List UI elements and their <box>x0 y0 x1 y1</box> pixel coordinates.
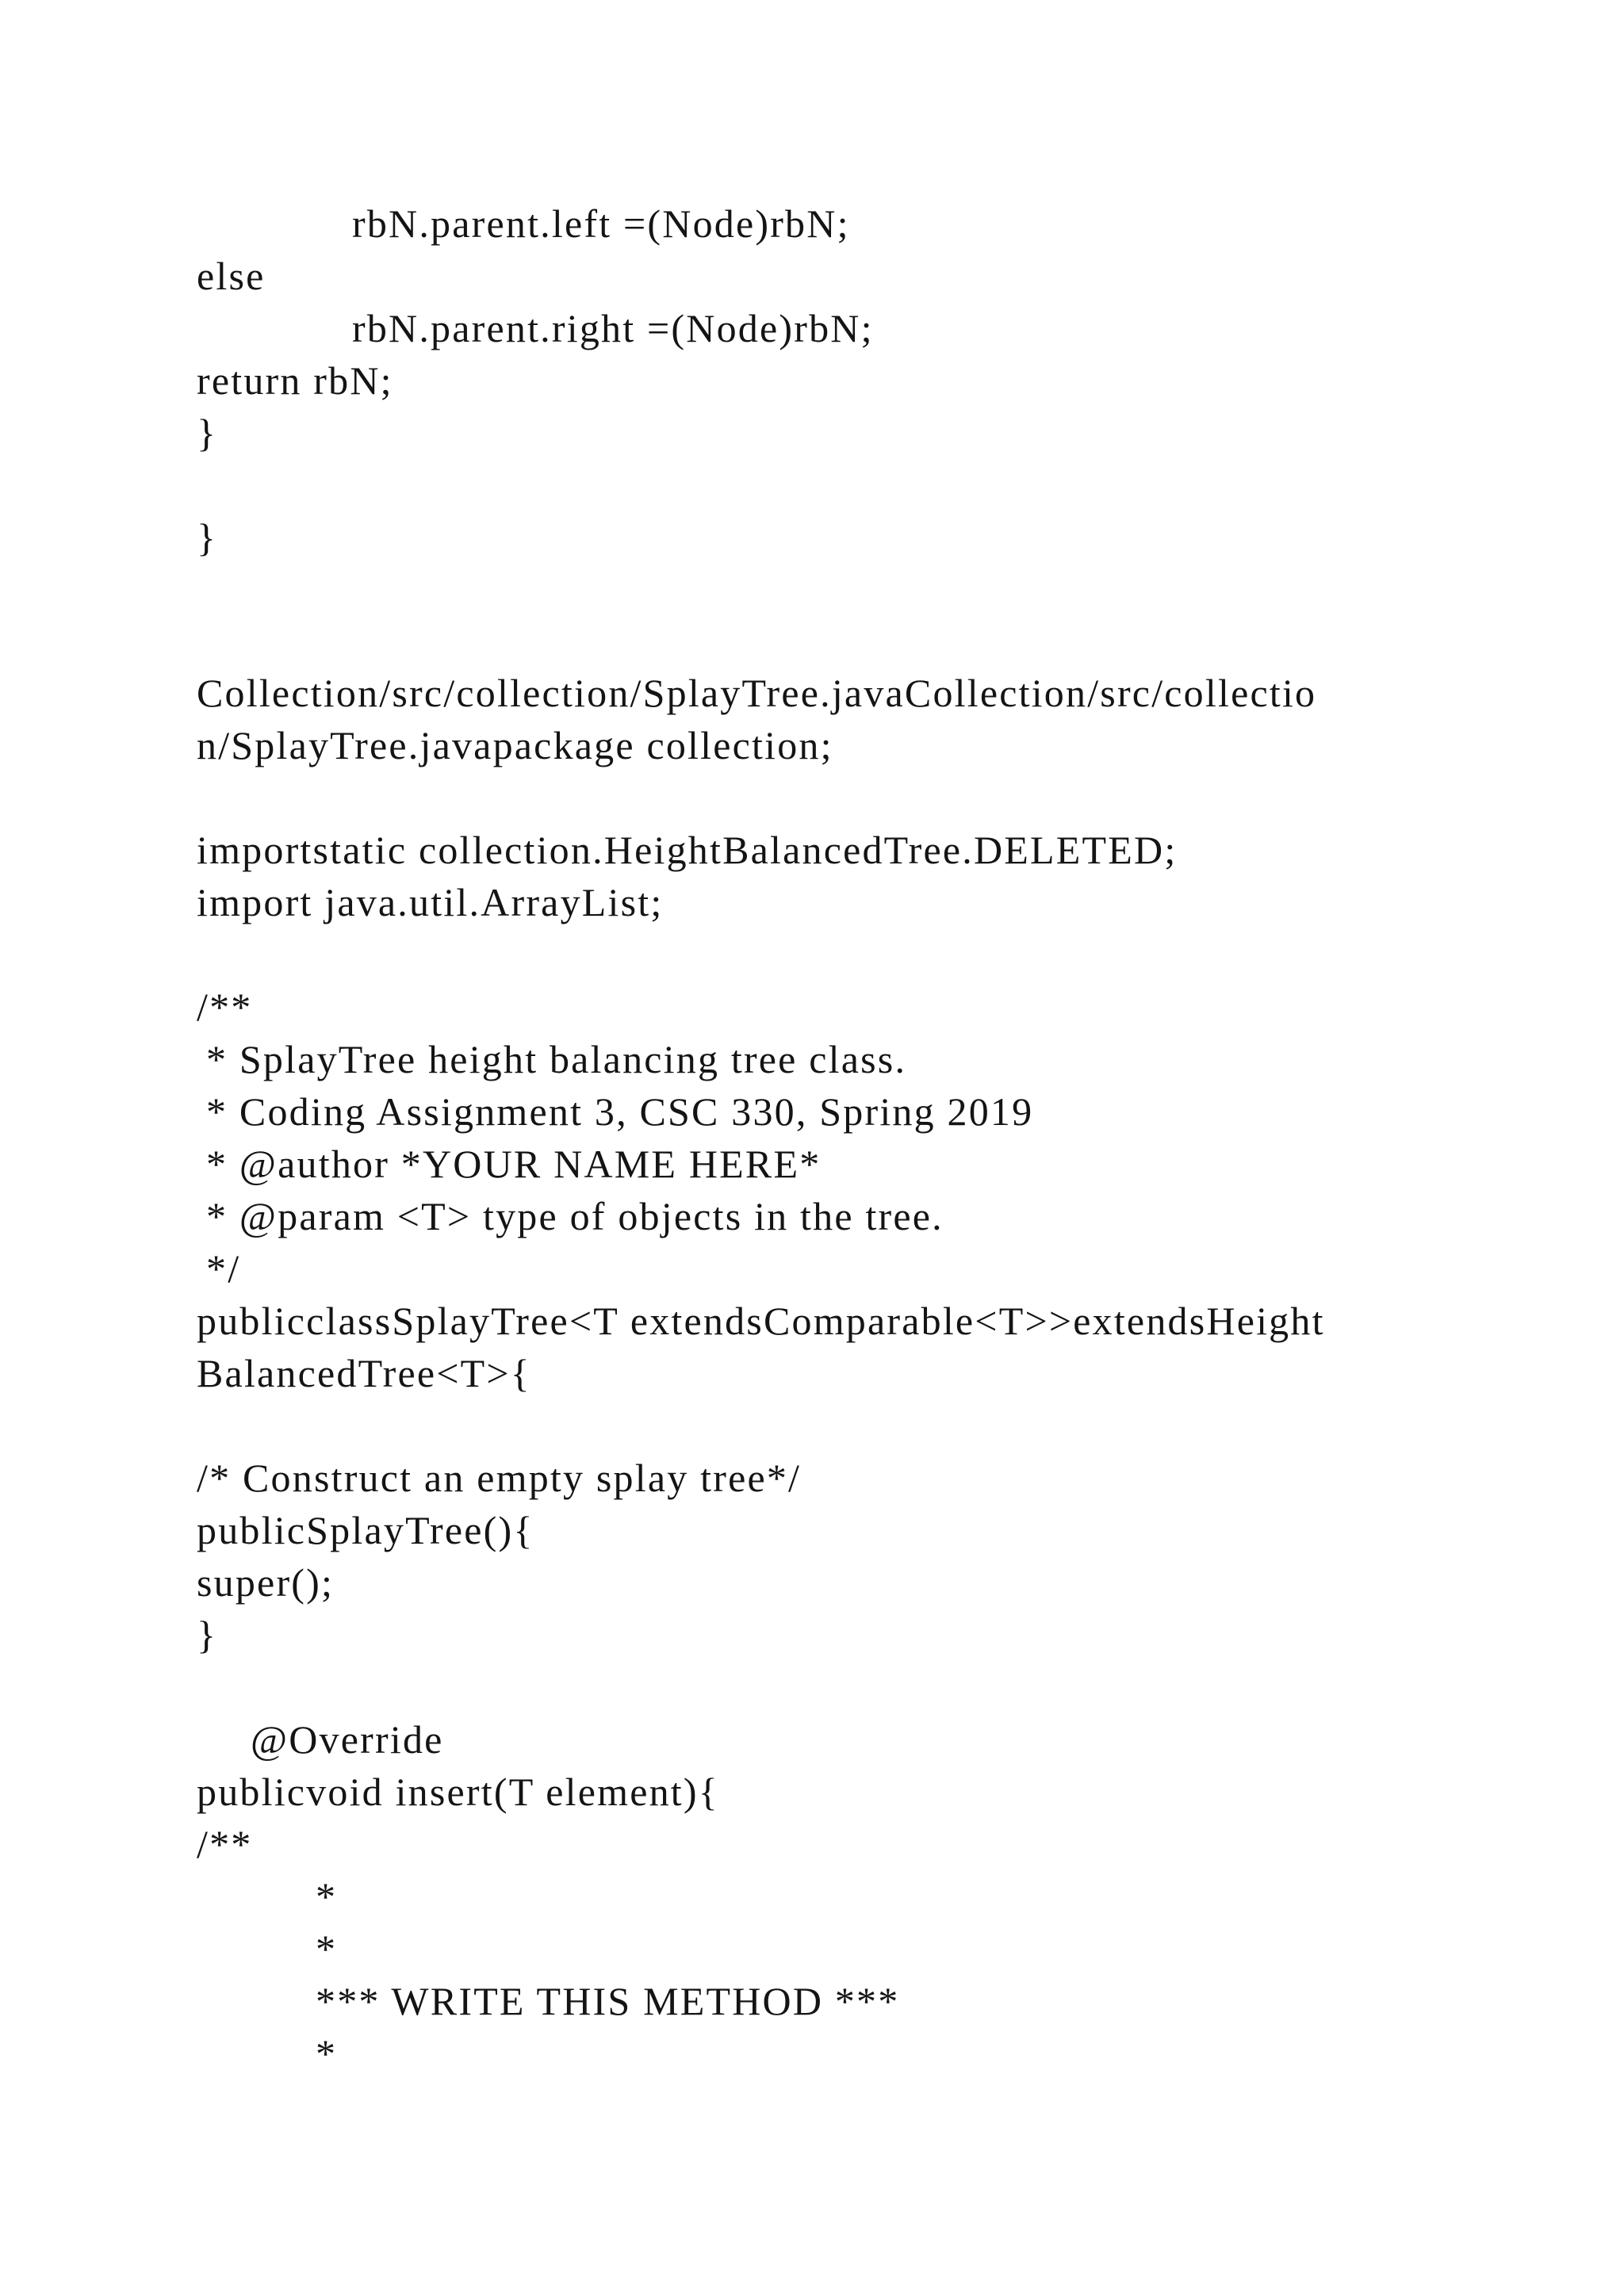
comment-line: *** WRITE THIS METHOD *** <box>316 1979 900 2023</box>
comment-line: * <box>316 1874 338 1919</box>
file-path-line: Collection/src/collection/SplayTree.javaCollection/src/collectio <box>197 671 1317 715</box>
code-line: import java.util.ArrayList; <box>197 880 664 924</box>
comment-line: */ <box>206 1246 241 1291</box>
code-line: super(); <box>197 1560 335 1605</box>
code-line: publicclassSplayTree<T extendsComparable<T>>extendsHeight <box>197 1299 1325 1343</box>
code-line: rbN.parent.left =(Node)rbN; <box>352 201 850 246</box>
comment-line: * <box>316 2031 338 2076</box>
annotation-line: @Override <box>251 1717 444 1762</box>
comment-line: /** <box>197 985 253 1029</box>
code-line: } <box>197 1613 218 1657</box>
code-line: publicSplayTree(){ <box>197 1508 534 1552</box>
comment-line: * <box>316 1927 338 1971</box>
comment-line: /* Construct an empty splay tree*/ <box>197 1456 802 1500</box>
comment-line: /** <box>197 1822 253 1866</box>
code-line: else <box>197 254 266 298</box>
comment-line: * Coding Assignment 3, CSC 330, Spring 2019 <box>206 1089 1034 1134</box>
comment-line: * SplayTree height balancing tree class. <box>206 1037 907 1081</box>
comment-line: * @param <T> type of objects in the tree. <box>206 1194 944 1238</box>
code-line: BalancedTree<T>{ <box>197 1351 531 1395</box>
code-line: rbN.parent.right =(Node)rbN; <box>352 306 874 350</box>
code-line: importstatic collection.HeightBalancedTree.DELETED; <box>197 828 1178 872</box>
file-path-line: n/SplayTree.javapackage collection; <box>197 723 833 767</box>
code-line: publicvoid insert(T element){ <box>197 1770 719 1814</box>
comment-line: * @author *YOUR NAME HERE* <box>206 1142 822 1186</box>
code-line: } <box>197 515 218 560</box>
code-line: return rbN; <box>197 358 393 403</box>
code-line: } <box>197 411 218 455</box>
